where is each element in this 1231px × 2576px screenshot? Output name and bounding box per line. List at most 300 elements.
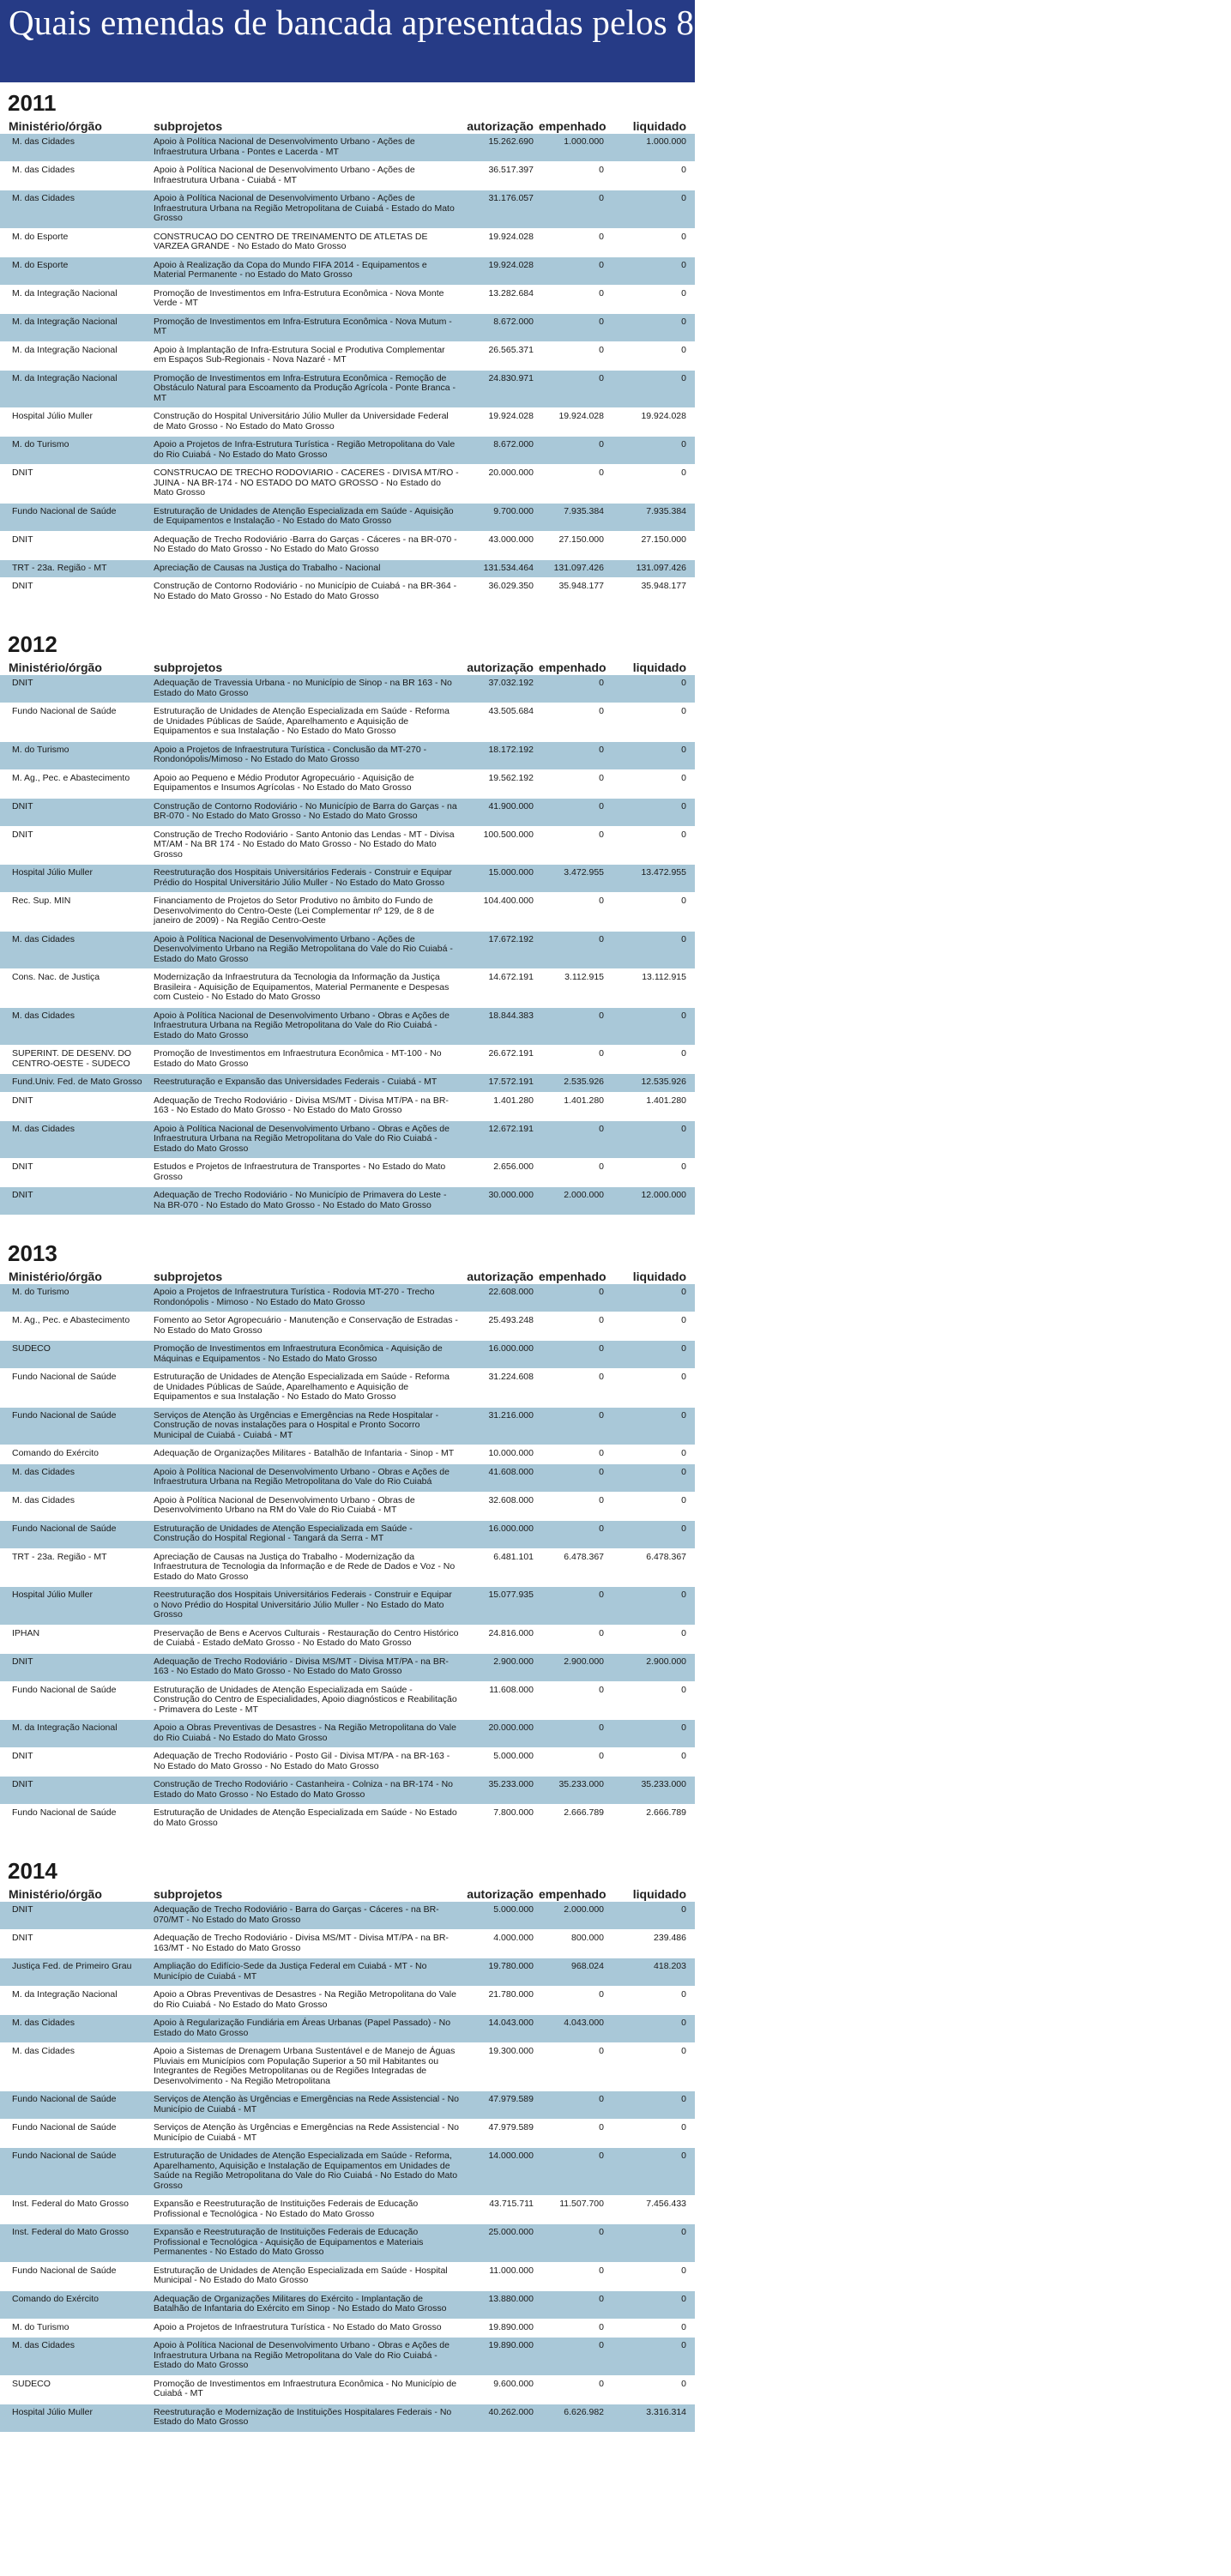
column-header-autorizacao: autorização: [467, 1887, 534, 1901]
table-row: [0, 229, 695, 257]
cell-autorizacao: 20.000.000: [488, 1722, 534, 1733]
cell-subprojeto: Apoio à Política Nacional de Desenvolvimento Urbano - Obras e Ações de Infraestrutura Urbana na Região Metropolitana do Vale do Rio Cuiabá: [154, 1466, 450, 1487]
cell-orgao: Fundo Nacional de Saúde: [12, 1807, 117, 1818]
cell-autorizacao: 31.176.057: [488, 193, 534, 203]
column-header-liquidado: liquidado: [632, 1270, 686, 1283]
cell-liquidado: 0: [681, 1494, 686, 1505]
cell-liquidado: 0: [681, 800, 686, 811]
cell-orgao: DNIT: [12, 678, 33, 688]
column-header-orgao: Ministério/órgão: [9, 1887, 102, 1901]
table-row: [0, 2404, 695, 2433]
cell-subprojeto: Expansão e Reestruturação de Instituições Federais de Educação Profissional e Tecnológica - Aquisição de Equipamentos e Materiais Permanentes - No Estado do Mato Grosso: [154, 2227, 424, 2257]
cell-empenhado: 2.000.000: [564, 1190, 604, 1200]
cell-liquidado: 0: [681, 1161, 686, 1172]
table-row: [0, 1408, 695, 1446]
cell-orgao: Rec. Sup. MIN: [12, 896, 71, 906]
cell-orgao: Fundo Nacional de Saúde: [12, 1684, 117, 1695]
cell-empenhado: 0: [599, 744, 604, 755]
cell-liquidado: 0: [681, 231, 686, 242]
cell-subprojeto: Apreciação de Causas na Justiça do Trabalho - Modernização da Infraestrutura de Tecnologia da Informação e de Rede de Dados e Voz - No Estado do Mato Grosso: [154, 1551, 456, 1582]
table-row: [0, 257, 695, 286]
cell-orgao: M. das Cidades: [12, 165, 75, 175]
cell-orgao: Fundo Nacional de Saúde: [12, 2265, 117, 2276]
cell-liquidado: 239.486: [654, 1933, 686, 1943]
cell-autorizacao: 18.172.192: [488, 744, 534, 755]
cell-autorizacao: 35.233.000: [488, 1779, 534, 1789]
cell-liquidado: 0: [681, 1466, 686, 1477]
cell-subprojeto: Financiamento de Projetos do Setor Produtivo no âmbito do Fundo de Desenvolvimento do Centro-Oeste (Lei Complementar nº 129, de 8 de janeiro de 2009) - Na Região Centro-Oeste: [154, 896, 435, 926]
cell-empenhado: 0: [599, 2151, 604, 2161]
cell-orgao: DNIT: [12, 1751, 33, 1761]
cell-orgao: Hospital Júlio Muller: [12, 2406, 93, 2417]
cell-orgao: M. da Integração Nacional: [12, 1722, 118, 1733]
cell-autorizacao: 2.656.000: [493, 1161, 534, 1172]
table-row: [0, 2320, 695, 2338]
cell-subprojeto: Apoio à Política Nacional de Desenvolvimento Urbano - Obras e Ações de Infraestrutura Urbana na Região Metropolitana do Vale do Rio Cuiabá - Estado do Mato Grosso: [154, 1010, 450, 1041]
cell-autorizacao: 32.608.000: [488, 1494, 534, 1505]
cell-subprojeto: Adequação de Trecho Rodoviário - Barra do Garças - Cáceres - na BR-070/MT - No Estado do Mato Grosso: [154, 1904, 439, 1925]
cell-subprojeto: Promoção de Investimentos em Infraestrutura Econômica - No Município de Cuiabá - MT: [154, 2378, 457, 2398]
cell-subprojeto: Apoio a Obras Preventivas de Desastres - Na Região Metropolitana do Vale do Rio Cuiabá - No Estado do Mato Grosso: [154, 1722, 456, 1743]
cell-empenhado: 1.401.280: [564, 1095, 604, 1106]
cell-subprojeto: Apoio à Política Nacional de Desenvolvimento Urbano - Ações de Infraestrutura Urbana - Cuiabá - MT: [154, 165, 415, 185]
table-row: [0, 1748, 695, 1777]
cell-empenhado: 1.000.000: [564, 136, 604, 147]
table-row: [0, 2376, 695, 2404]
table-row: [0, 1369, 695, 1408]
cell-liquidado: 0: [681, 1287, 686, 1297]
table-row: [0, 465, 695, 504]
cell-empenhado: 131.097.426: [553, 562, 604, 573]
cell-empenhado: 0: [599, 2265, 604, 2276]
cell-liquidado: 2.900.000: [646, 1656, 686, 1667]
cell-subprojeto: Apoio à Política Nacional de Desenvolvimento Urbano - Ações de Infraestrutura Urbana - Pontes e Lacerda - MT: [154, 136, 415, 157]
cell-empenhado: 0: [599, 1684, 604, 1695]
cell-orgao: M. das Cidades: [12, 2046, 75, 2056]
table-row: [0, 742, 695, 770]
table-row: [0, 2196, 695, 2224]
cell-orgao: DNIT: [12, 1190, 33, 1200]
cell-autorizacao: 16.000.000: [488, 1343, 534, 1354]
header-banner: [0, 0, 1231, 82]
column-header-liquidado: liquidado: [632, 661, 686, 674]
cell-orgao: Inst. Federal do Mato Grosso: [12, 2227, 129, 2237]
column-header-orgao: Ministério/órgão: [9, 661, 102, 674]
cell-orgao: TRT - 23a. Região - MT: [12, 1551, 107, 1562]
cell-empenhado: 35.233.000: [558, 1779, 604, 1789]
cell-orgao: M. das Cidades: [12, 933, 75, 944]
cell-orgao: DNIT: [12, 829, 33, 840]
cell-autorizacao: 41.900.000: [488, 800, 534, 811]
cell-empenhado: 19.924.028: [558, 411, 604, 421]
cell-empenhado: 2.000.000: [564, 1904, 604, 1915]
cell-orgao: Hospital Júlio Muller: [12, 867, 93, 878]
cell-autorizacao: 19.924.028: [488, 259, 534, 270]
cell-liquidado: 0: [681, 706, 686, 716]
cell-empenhado: 0: [599, 1523, 604, 1534]
table-row: [0, 2015, 695, 2043]
cell-liquidado: 7.935.384: [646, 505, 686, 516]
cell-autorizacao: 20.000.000: [488, 468, 534, 478]
table-row: [0, 1445, 695, 1464]
table-row: [0, 408, 695, 437]
cell-liquidado: 0: [681, 193, 686, 203]
cell-subprojeto: Apoio a Projetos de Infraestrutura Turística - No Estado do Mato Grosso: [154, 2321, 442, 2332]
table-row: [0, 1074, 695, 1093]
cell-orgao: SUPERINT. DE DESENV. DO CENTRO-OESTE - SUDECO: [12, 1048, 132, 1069]
cell-autorizacao: 4.000.000: [493, 1933, 534, 1943]
cell-subprojeto: Reestruturação dos Hospitais Universitários Federais - Construir e Equipar Prédio do Hospital Universitário Júlio Muller - No Estado do Mato Grosso: [154, 867, 452, 888]
cell-empenhado: 27.150.000: [558, 534, 604, 545]
table-row: [0, 1284, 695, 1312]
cell-empenhado: 0: [599, 678, 604, 688]
cell-empenhado: 0: [599, 1287, 604, 1297]
cell-empenhado: 0: [599, 1989, 604, 2000]
cell-subprojeto: Construção de Contorno Rodoviário - no Município de Cuiabá - na BR-364 - No Estado do Mato Grosso - No Estado do Mato Grosso: [154, 581, 457, 601]
column-header-orgao: Ministério/órgão: [9, 1270, 102, 1283]
year-section: [0, 630, 695, 1216]
cell-autorizacao: 17.572.191: [488, 1077, 534, 1087]
cell-autorizacao: 19.300.000: [488, 2046, 534, 2056]
cell-orgao: Hospital Júlio Muller: [12, 411, 93, 421]
cell-empenhado: 4.043.000: [564, 2018, 604, 2028]
table-row: [0, 371, 695, 409]
cell-autorizacao: 26.672.191: [488, 1048, 534, 1059]
cell-empenhado: 0: [599, 1466, 604, 1477]
table-row: [0, 2091, 695, 2120]
cell-subprojeto: Adequação de Trecho Rodoviário - Divisa MS/MT - Divisa MT/PA - na BR-163/MT - No Estado do Mato Grosso: [154, 1933, 449, 1953]
cell-liquidado: 0: [681, 2151, 686, 2161]
cell-subprojeto: Estruturação de Unidades de Atenção Especializada em Saúde - Construção do Hospital Regional - Tangará da Serra - MT: [154, 1523, 413, 1543]
table-row: [0, 1493, 695, 1521]
cell-empenhado: 0: [599, 372, 604, 383]
table-row: [0, 2338, 695, 2376]
cell-empenhado: 11.507.700: [559, 2199, 604, 2209]
cell-liquidado: 0: [681, 2265, 686, 2276]
cell-orgao: DNIT: [12, 1779, 33, 1789]
cell-empenhado: 0: [599, 193, 604, 203]
table-row: [0, 134, 695, 162]
cell-autorizacao: 47.979.589: [488, 2094, 534, 2104]
cell-liquidado: 1.401.280: [646, 1095, 686, 1106]
cell-subprojeto: Apoio a Projetos de Infraestrutura Turística - Rodovia MT-270 - Trecho Rondonópolis - Mimoso - No Estado do Mato Grosso: [154, 1287, 435, 1307]
cell-liquidado: 35.948.177: [641, 581, 686, 591]
cell-liquidado: 131.097.426: [636, 562, 686, 573]
cell-orgao: M. do Esporte: [12, 231, 69, 242]
table-row: [0, 932, 695, 970]
cell-liquidado: 0: [681, 744, 686, 755]
cell-subprojeto: Adequação de Trecho Rodoviário -Barra do Garças - Cáceres - na BR-070 - No Estado do Mato Grosso - No Estado do Mato Grosso: [154, 534, 457, 554]
cell-autorizacao: 43.505.684: [488, 706, 534, 716]
cell-subprojeto: Adequação de Trecho Rodoviário - Posto Gil - Divisa MT/PA - na BR-163 - No Estado do Mato Grosso - No Estado do Mato Grosso: [154, 1751, 450, 1771]
table-row: [0, 2043, 695, 2091]
cell-subprojeto: Construção de Trecho Rodoviário - Castanheira - Colniza - na BR-174 - No Estado do Mato Grosso - No Estado do Mato Grosso: [154, 1779, 453, 1800]
cell-subprojeto: Apoio a Projetos de Infraestrutura Turística - Conclusão da MT-270 - Rondonópolis/Mimoso - No Estado do Mato Grosso: [154, 744, 427, 764]
cell-subprojeto: Adequação de Organizações Militares do Exército - Implantação de Batalhão de Infantaria do Exército em Sinop - No Estado do Mato Grosso: [154, 2293, 447, 2314]
cell-liquidado: 0: [681, 2321, 686, 2332]
cell-liquidado: 0: [681, 2018, 686, 2028]
table-row: [0, 532, 695, 560]
year-title: 2013: [8, 1240, 57, 1266]
cell-liquidado: 13.472.955: [641, 867, 686, 878]
cell-empenhado: 0: [599, 1343, 604, 1354]
cell-orgao: Fundo Nacional de Saúde: [12, 1523, 117, 1534]
cell-autorizacao: 9.600.000: [493, 2378, 534, 2389]
cell-orgao: M. da Integração Nacional: [12, 287, 118, 299]
cell-autorizacao: 100.500.000: [483, 829, 534, 840]
cell-subprojeto: Expansão e Reestruturação de Instituições Federais de Educação Profissional e Tecnológica - No Estado do Mato Grosso: [154, 2199, 419, 2219]
table-row: [0, 437, 695, 465]
cell-subprojeto: Modernização da Infraestrutura da Tecnologia da Informação da Justiça Brasileira - Aquisição de Equipamentos, Material Permanente e Despesas com Custeio - No Estado do Mato Grosso: [154, 972, 450, 1002]
cell-empenhado: 3.472.955: [564, 867, 604, 878]
cell-orgao: M. da Integração Nacional: [12, 344, 118, 355]
cell-subprojeto: Apoio à Regularização Fundiária em Áreas Urbanas (Papel Passado) - No Estado do Mato Grosso: [154, 2018, 451, 2038]
year-title: 2011: [8, 90, 57, 116]
table-row: [0, 1046, 695, 1074]
cell-subprojeto: Promoção de Investimentos em Infra-Estrutura Econômica - Remoção de Obstáculo Natural para Escoamento da Produção Agrícola - Ponte Branca - MT: [154, 372, 456, 403]
cell-autorizacao: 19.890.000: [488, 2340, 534, 2350]
year-section: [0, 1857, 695, 2433]
cell-subprojeto: CONSTRUCAO DE TRECHO RODOVIARIO - CACERES - DIVISA MT/RO - JUINA - NA BR-174 - NO ESTADO DO MATO GROSSO - No Estado do Mato Grosso: [154, 468, 459, 498]
cell-orgao: M. das Cidades: [12, 136, 75, 147]
table-row: [0, 162, 695, 190]
table-row: [0, 286, 695, 314]
cell-empenhado: 0: [599, 1161, 604, 1172]
cell-subprojeto: Apoio ao Pequeno e Médio Produtor Agropecuário - Aquisição de Equipamentos e Insumos Agrícolas - No Estado do Mato Grosso: [154, 772, 414, 793]
cell-autorizacao: 13.282.684: [488, 287, 534, 299]
cell-orgao: M. das Cidades: [12, 1010, 75, 1021]
table-row: [0, 578, 695, 606]
cell-empenhado: 0: [599, 439, 604, 449]
cell-autorizacao: 43.000.000: [488, 534, 534, 545]
cell-autorizacao: 41.608.000: [488, 1466, 534, 1477]
cell-subprojeto: Estruturação de Unidades de Atenção Especializada em Saúde - Reforma, Aparelhamento, Aquisição e Instalação de Equipamentos em Unidades de Saúde na Região Metropolitana do Vale do Rio Cuiabá - No Estado do Mato Grosso: [154, 2151, 458, 2191]
column-header-autorizacao: autorização: [467, 1270, 534, 1283]
cell-empenhado: 0: [599, 1590, 604, 1600]
cell-liquidado: 0: [681, 372, 686, 383]
cell-orgao: Fundo Nacional de Saúde: [12, 1409, 117, 1421]
cell-orgao: DNIT: [12, 1095, 33, 1106]
year-title: 2014: [8, 1858, 57, 1884]
cell-empenhado: 0: [599, 1372, 604, 1382]
cell-liquidado: 0: [681, 1048, 686, 1059]
table-row: [0, 314, 695, 342]
cell-orgao: Fundo Nacional de Saúde: [12, 706, 117, 716]
cell-subprojeto: Promoção de Investimentos em Infra-Estrutura Econômica - Nova Monte Verde - MT: [154, 287, 444, 308]
cell-autorizacao: 14.000.000: [488, 2151, 534, 2161]
cell-orgao: M. das Cidades: [12, 1494, 75, 1505]
cell-orgao: M. da Integração Nacional: [12, 316, 118, 327]
table-row: [0, 1121, 695, 1160]
cell-autorizacao: 24.830.971: [488, 372, 534, 383]
cell-subprojeto: Construção de Trecho Rodoviário - Santo Antonio das Lendas - MT - Divisa MT/AM - Na BR 174 - No Estado do Mato Grosso - No Estado do Mato Grosso: [154, 829, 455, 860]
cell-subprojeto: Adequação de Organizações Militares - Batalhão de Infantaria - Sinop - MT: [154, 1448, 455, 1458]
cell-liquidado: 0: [681, 344, 686, 355]
cell-liquidado: 7.456.433: [646, 2199, 686, 2209]
cell-orgao: SUDECO: [12, 1343, 51, 1354]
cell-empenhado: 0: [599, 165, 604, 175]
cell-orgao: DNIT: [12, 800, 33, 811]
cell-subprojeto: Serviços de Atenção às Urgências e Emergências na Rede Assistencial - No Município de Cuiabá - MT: [154, 2122, 460, 2143]
cell-subprojeto: Preservação de Bens e Acervos Culturais - Restauração do Centro Histórico de Cuiabá - Estado deMato Grosso - No Estado do Mato Grosso: [154, 1627, 459, 1648]
cell-subprojeto: Adequação de Travessia Urbana - no Município de Sinop - na BR 163 - No Estado do Mato Grosso: [154, 678, 452, 698]
column-header-row: [0, 1885, 695, 1902]
cell-subprojeto: Apoio a Projetos de Infra-Estrutura Turística - Região Metropolitana do Vale do Rio Cuiabá - No Estado do Mato Grosso: [154, 439, 456, 460]
cell-autorizacao: 22.608.000: [488, 1287, 534, 1297]
cell-autorizacao: 21.780.000: [488, 1989, 534, 2000]
cell-liquidado: 12.535.926: [641, 1077, 686, 1087]
cell-empenhado: 0: [599, 287, 604, 299]
cell-autorizacao: 19.924.028: [488, 231, 534, 242]
cell-orgao: M. da Integração Nacional: [12, 1989, 118, 2000]
cell-subprojeto: Estruturação de Unidades de Atenção Especializada em Saúde - Reforma de Unidades Públicas de Saúde, Aparelhamento e Aquisição de Equipamentos e sua Instalação - No Estado do Mato Grosso: [154, 1372, 450, 1402]
cell-orgao: SUDECO: [12, 2378, 51, 2389]
cell-autorizacao: 104.400.000: [483, 896, 534, 906]
cell-subprojeto: Promoção de Investimentos em Infraestrutura Econômica - MT-100 - No Estado do Mato Grosso: [154, 1048, 442, 1069]
cell-empenhado: 0: [599, 344, 604, 355]
cell-liquidado: 0: [681, 2122, 686, 2133]
cell-empenhado: 0: [599, 2321, 604, 2332]
cell-subprojeto: Apoio à Política Nacional de Desenvolvimento Urbano - Ações de Desenvolvimento Urbano na Região Metropolitana do Vale do Rio Cuiabá - Estado do Mato Grosso: [154, 933, 453, 964]
cell-subprojeto: Promoção de Investimentos em Infra-Estrutura Econômica - Nova Mutum - MT: [154, 316, 452, 336]
emendas-tables: [0, 89, 695, 2433]
table-row: [0, 969, 695, 1008]
table-row: [0, 799, 695, 827]
cell-subprojeto: Apoio à Política Nacional de Desenvolvimento Urbano - Obras de Desenvolvimento Urbano na RM do Vale do Rio Cuiabá - MT: [154, 1494, 415, 1515]
cell-liquidado: 0: [681, 2293, 686, 2304]
table-row: [0, 1930, 695, 1958]
cell-orgao: Comando do Exército: [12, 1448, 99, 1458]
year-section: [0, 1240, 695, 1833]
cell-liquidado: 0: [681, 1989, 686, 2000]
table-row: [0, 2120, 695, 2148]
cell-liquidado: 0: [681, 2046, 686, 2056]
cell-autorizacao: 14.043.000: [488, 2018, 534, 2028]
cell-orgao: Fundo Nacional de Saúde: [12, 2151, 117, 2161]
cell-orgao: IPHAN: [12, 1627, 40, 1638]
cell-empenhado: 0: [599, 1751, 604, 1761]
cell-subprojeto: Estruturação de Unidades de Atenção Especializada em Saúde - Aquisição de Equipamentos e Instalação - No Estado do Mato Grosso: [154, 505, 454, 526]
cell-orgao: Fundo Nacional de Saúde: [12, 2122, 117, 2133]
table-row: [0, 865, 695, 893]
cell-autorizacao: 36.517.397: [488, 165, 534, 175]
table-row: [0, 1958, 695, 1987]
cell-orgao: Fundo Nacional de Saúde: [12, 1372, 117, 1382]
cell-empenhado: 0: [599, 1722, 604, 1733]
cell-subprojeto: Construção do Hospital Universitário Júlio Muller da Universidade Federal de Mato Grosso - No Estado do Mato Grosso: [154, 411, 449, 431]
cell-liquidado: 0: [681, 2378, 686, 2389]
cell-orgao: Hospital Júlio Muller: [12, 1590, 93, 1600]
column-header-subprojetos: subprojetos: [154, 661, 223, 674]
cell-liquidado: 0: [681, 1627, 686, 1638]
page-title: Quais emendas de bancada apresentadas pelos 8 deputados e 3 senadores de MT em...: [9, 3, 1231, 42]
cell-autorizacao: 19.780.000: [488, 1961, 534, 1971]
cell-subprojeto: Apoio a Sistemas de Drenagem Urbana Sustentável e de Manejo de Águas Pluviais em Municípios com População Superior a 50 mil Habitantes ou Integrantes de Regiões Metropolitanas ou de Regiões Integradas de Desenvolvimento - Na Região Metropolitana: [154, 2046, 456, 2086]
cell-orgao: Cons. Nac. de Justiça: [12, 972, 100, 982]
cell-liquidado: 0: [681, 1751, 686, 1761]
table-row: [0, 1682, 695, 1721]
cell-liquidado: 0: [681, 1684, 686, 1695]
cell-autorizacao: 47.979.589: [488, 2122, 534, 2133]
column-header-subprojetos: subprojetos: [154, 119, 223, 133]
year-section: [0, 89, 695, 606]
cell-orgao: M. do Turismo: [12, 2321, 69, 2332]
cell-empenhado: 0: [599, 2378, 604, 2389]
cell-autorizacao: 37.032.192: [488, 678, 534, 688]
cell-autorizacao: 16.000.000: [488, 1523, 534, 1534]
cell-liquidado: 0: [681, 468, 686, 478]
cell-autorizacao: 25.000.000: [488, 2227, 534, 2237]
cell-orgao: DNIT: [12, 1904, 33, 1915]
cell-empenhado: 0: [599, 800, 604, 811]
column-header-empenhado: empenhado: [539, 1270, 606, 1283]
cell-liquidado: 0: [681, 1010, 686, 1021]
cell-empenhado: 0: [599, 1048, 604, 1059]
cell-empenhado: 7.935.384: [564, 505, 604, 516]
table-row: [0, 560, 695, 579]
cell-liquidado: 0: [681, 2227, 686, 2237]
cell-subprojeto: Apoio à Política Nacional de Desenvolvimento Urbano - Obras e Ações de Infraestrutura Urbana na Região Metropolitana do Vale do Rio Cuiabá - Estado do Mato Grosso: [154, 1123, 450, 1154]
cell-liquidado: 0: [681, 1315, 686, 1325]
cell-orgao: DNIT: [12, 581, 33, 591]
cell-subprojeto: Apoio à Implantação de Infra-Estrutura Social e Produtiva Complementar em Espaços Sub-Regionais - Nova Nazaré - MT: [154, 344, 445, 365]
cell-orgao: M. das Cidades: [12, 1123, 75, 1134]
cell-empenhado: 0: [599, 1010, 604, 1021]
cell-liquidado: 0: [681, 2094, 686, 2104]
cell-empenhado: 0: [599, 1123, 604, 1134]
cell-subprojeto: Estruturação de Unidades de Atenção Especializada em Saúde - Construção do Centro de Especialidades, Apoio diagnósticos e Reabilitação - Primavera do Leste - MT: [154, 1684, 457, 1715]
cell-subprojeto: Construção de Contorno Rodoviário - No Município de Barra do Garças - na BR-070 - No Estado do Mato Grosso - No Estado do Mato Grosso: [154, 800, 457, 821]
cell-empenhado: 800.000: [571, 1933, 604, 1943]
cell-empenhado: 0: [599, 1627, 604, 1638]
cell-orgao: Justiça Fed. de Primeiro Grau: [12, 1961, 132, 1971]
cell-autorizacao: 24.816.000: [488, 1627, 534, 1638]
cell-autorizacao: 18.844.383: [488, 1010, 534, 1021]
table-row: [0, 2291, 695, 2320]
table-row: [0, 770, 695, 799]
cell-autorizacao: 6.481.101: [493, 1551, 534, 1562]
cell-autorizacao: 5.000.000: [493, 1751, 534, 1761]
cell-autorizacao: 30.000.000: [488, 1190, 534, 1200]
cell-empenhado: 6.626.982: [564, 2406, 604, 2417]
year-title: 2012: [8, 631, 57, 657]
table-row: [0, 1464, 695, 1493]
cell-empenhado: 0: [599, 933, 604, 944]
table-row: [0, 1805, 695, 1833]
cell-empenhado: 0: [599, 1409, 604, 1421]
cell-liquidado: 0: [681, 933, 686, 944]
cell-orgao: M. do Turismo: [12, 439, 69, 449]
cell-empenhado: 3.112.915: [564, 972, 604, 982]
cell-empenhado: 0: [599, 2293, 604, 2304]
cell-autorizacao: 8.672.000: [493, 439, 534, 449]
cell-autorizacao: 19.890.000: [488, 2321, 534, 2332]
cell-empenhado: 0: [599, 316, 604, 327]
cell-autorizacao: 1.401.280: [493, 1095, 534, 1106]
column-header-autorizacao: autorização: [467, 119, 534, 133]
column-header-orgao: Ministério/órgão: [9, 119, 102, 133]
table-row: [0, 893, 695, 932]
cell-orgao: M. Ag., Pec. e Abastecimento: [12, 1315, 130, 1325]
cell-autorizacao: 11.000.000: [489, 2265, 534, 2276]
table-row: [0, 504, 695, 532]
cell-liquidado: 418.203: [654, 1961, 686, 1971]
cell-subprojeto: Apreciação de Causas na Justiça do Trabalho - Nacional: [154, 562, 381, 573]
cell-liquidado: 0: [681, 165, 686, 175]
cell-empenhado: 0: [599, 829, 604, 840]
cell-empenhado: 2.666.789: [564, 1807, 604, 1818]
cell-orgao: M. das Cidades: [12, 1466, 75, 1477]
